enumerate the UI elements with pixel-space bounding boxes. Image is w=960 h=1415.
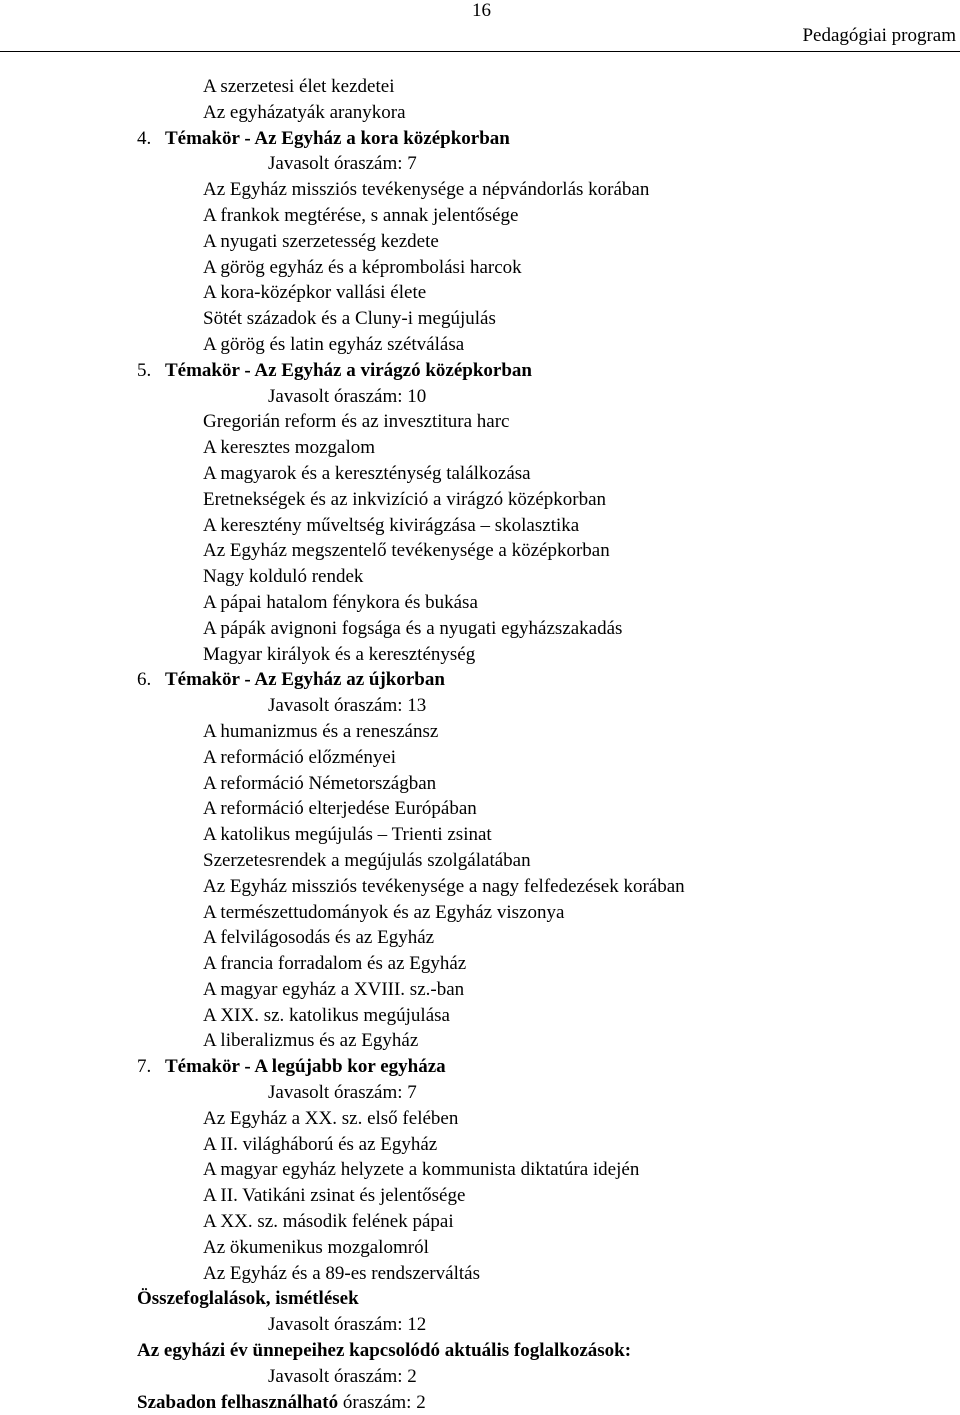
page-number: 16 xyxy=(472,0,491,21)
list-item: Az Egyház a XX. sz. első felében xyxy=(203,1107,459,1129)
topic-title: Témakör - Az Egyház az újkorban xyxy=(165,669,445,691)
list-item: A nyugati szerzetesség kezdete xyxy=(203,230,439,252)
list-item: A francia forradalom és az Egyház xyxy=(203,953,467,975)
header-rule xyxy=(0,51,960,52)
list-item: Szerzetesrendek a megújulás szolgálatában xyxy=(203,849,531,871)
topic-number: 6. xyxy=(137,669,152,691)
free-hours-line xyxy=(0,1390,960,1415)
topic-hours: Javasolt óraszám: 7 xyxy=(268,153,417,175)
free-hours-label: Szabadon felhasználható xyxy=(137,1391,339,1413)
list-item: Nagy kolduló rendek xyxy=(203,566,364,588)
list-item: Az Egyház és a 89-es rendszerváltás xyxy=(203,1262,480,1284)
list-item: A keresztes mozgalom xyxy=(203,437,376,459)
list-item: Az Egyház missziós tevékenysége a nagy felfedezések korában xyxy=(203,875,685,897)
list-item: A reformáció elterjedése Európában xyxy=(203,798,477,820)
list-item: A frankok megtérése, s annak jelentősége xyxy=(203,204,519,226)
topic-heading-7 xyxy=(0,1054,960,1080)
summary-heading: Összefoglalások, ismétlések xyxy=(137,1288,359,1310)
list-item: Gregorián reform és az invesztitura harc xyxy=(203,411,510,433)
topic-heading-4 xyxy=(0,126,960,152)
list-item: A szerzetesi élet kezdetei xyxy=(203,76,395,97)
list-item: A természettudományok és az Egyház viszonya xyxy=(203,901,565,923)
church-year-hours: Javasolt óraszám: 2 xyxy=(268,1365,417,1387)
list-item: A XIX. sz. katolikus megújulása xyxy=(203,1004,450,1026)
list-item: A II. Vatikáni zsinat és jelentősége xyxy=(203,1185,466,1207)
list-item: A katolikus megújulás – Trienti zsinat xyxy=(203,824,492,846)
list-item: A görög egyház és a képrombolási harcok xyxy=(203,256,522,278)
list-item: Az Egyház megszentelő tevékenysége a középkorban xyxy=(203,540,610,562)
list-item: Az egyházatyák aranykora xyxy=(203,101,406,123)
list-item: A reformáció Németországban xyxy=(203,772,437,794)
list-item: A felvilágosodás és az Egyház xyxy=(203,927,435,949)
topic-heading-6 xyxy=(0,667,960,693)
topic-title: Témakör - Az Egyház a kora középkorban xyxy=(165,127,510,149)
topic-number: 5. xyxy=(137,359,152,381)
list-item: A XX. sz. második felének pápai xyxy=(203,1211,454,1233)
document-body xyxy=(0,74,960,1415)
list-item: Az Egyház missziós tevékenysége a népvándorlás korában xyxy=(203,179,650,201)
list-item: A II. világháború és az Egyház xyxy=(203,1133,438,1155)
list-item: A liberalizmus és az Egyház xyxy=(203,1030,419,1052)
topic-number: 7. xyxy=(137,1056,152,1078)
church-year-heading: Az egyházi év ünnepeihez kapcsolódó aktuális foglalkozások: xyxy=(137,1340,632,1362)
topic-hours: Javasolt óraszám: 10 xyxy=(268,385,427,407)
list-item: A magyar egyház a XVIII. sz.-ban xyxy=(203,978,465,1000)
topic-hours: Javasolt óraszám: 7 xyxy=(268,1082,417,1104)
summary-hours: Javasolt óraszám: 12 xyxy=(268,1314,427,1336)
topic-title: Témakör - A legújabb kor egyháza xyxy=(165,1056,446,1078)
topic-title: Témakör - Az Egyház a virágzó középkorban xyxy=(165,359,532,381)
list-item: Sötét századok és a Cluny-i megújulás xyxy=(203,308,496,330)
list-item: A reformáció előzményei xyxy=(203,746,397,768)
list-item: A pápák avignoni fogsága és a nyugati egyházszakadás xyxy=(203,617,623,639)
header-title: Pedagógiai program xyxy=(802,25,956,46)
list-item: Magyar királyok és a kereszténység xyxy=(203,643,476,665)
list-item: A humanizmus és a reneszánsz xyxy=(203,720,439,742)
list-item: A magyar egyház helyzete a kommunista diktatúra idején xyxy=(203,1159,640,1181)
list-item: A magyarok és a kereszténység találkozása xyxy=(203,462,531,484)
topic-heading-5 xyxy=(0,358,960,384)
list-item: A pápai hatalom fénykora és bukása xyxy=(203,591,478,613)
list-item: A görög és latin egyház szétválása xyxy=(203,333,465,355)
list-item: Az ökumenikus mozgalomról xyxy=(203,1236,429,1258)
list-item: Eretnekségek és az inkvizíció a virágzó középkorban xyxy=(203,488,607,510)
topic-number: 4. xyxy=(137,127,152,149)
list-item: A keresztény műveltség kivirágzása – skolasztika xyxy=(203,514,580,536)
topic-hours: Javasolt óraszám: 13 xyxy=(268,695,427,717)
free-hours-value: óraszám: 2 xyxy=(338,1391,426,1413)
list-item: A kora-középkor vallási élete xyxy=(203,282,427,304)
